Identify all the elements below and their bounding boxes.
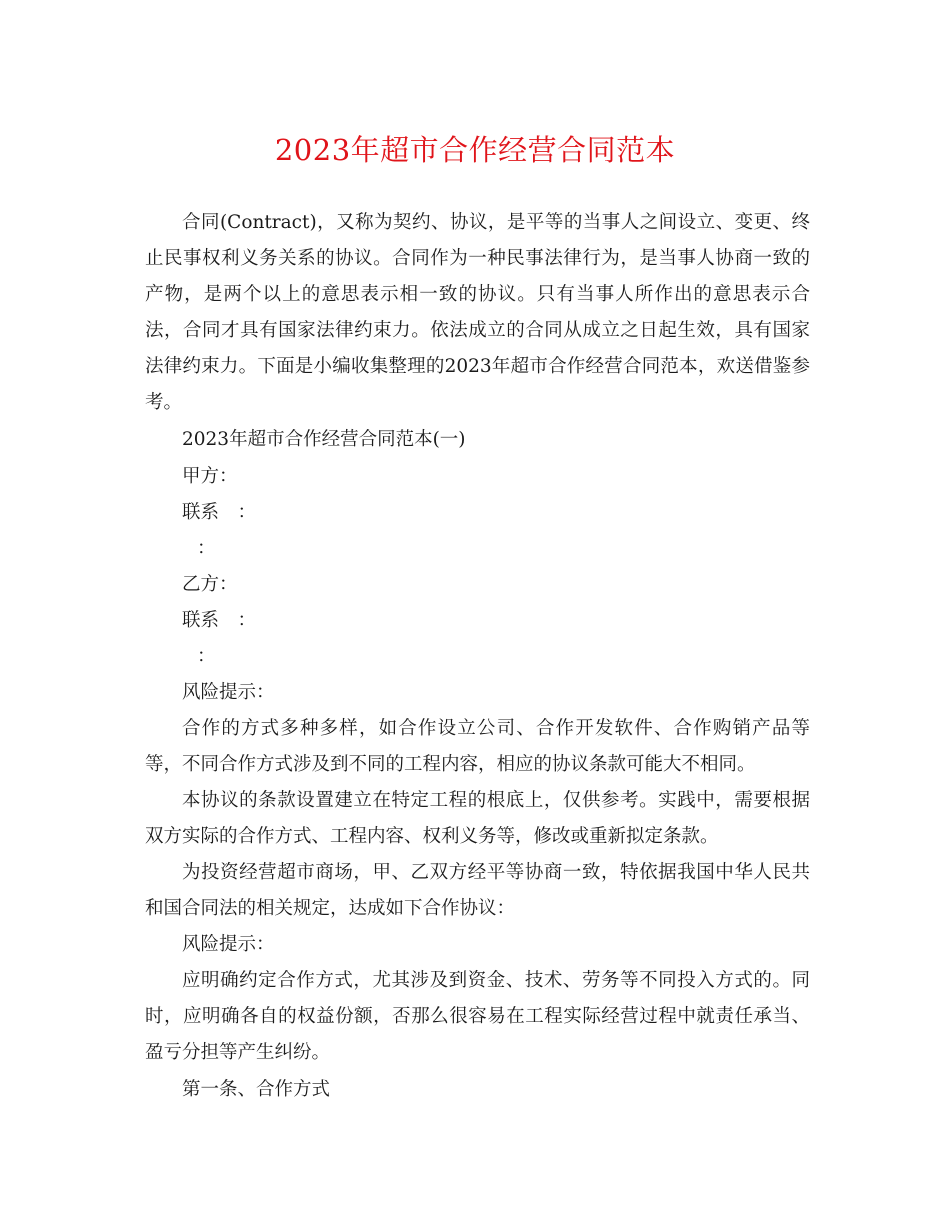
paragraph-cooperation-terms: 应明确约定合作方式，尤其涉及到资金、技术、劳务等不同投入方式的。同时，应明确各自的权益份额，否那么很容易在工程实际经营过程中就责任承当、盈亏分担等产生纠纷。 [145, 970, 810, 1063]
paragraph-cooperation-forms: 合作的方式多种多样，如合作设立公司、合作开发软件、合作购销产品等等，不同合作方式涉及到不同的工程内容，相应的协议条款可能大不相同。 [145, 718, 810, 775]
document-body [145, 205, 810, 1109]
party-a-contact: 联系 ： [182, 502, 257, 523]
risk-label-2: 风险提示： [182, 934, 275, 955]
intro-paragraph: 合同(Contract)，又称为契约、协议，是平等的当事人之间设立、变更、终止民事权利义务关系的协议。合同作为一种民事法律行为，是当事人协商一致的产物，是两个以上的意思表示相一致的协议。只有当事人所作出的意思表示合法，合同才具有国家法律约束力。依法成立的合同从成立之日起生效，具有国家法律约束力。下面是小编收集整理的2023年超市合作经营合同范本，欢送借鉴参考。 [145, 212, 810, 413]
paragraph-reference-note: 本协议的条款设置建立在特定工程的根底上，仅供参考。实践中，需要根据双方实际的合作方式、工程内容、权利义务等，修改或重新拟定条款。 [145, 790, 810, 847]
section-heading: 2023年超市合作经营合同范本(一) [182, 429, 466, 450]
article-1-heading: 第一条、合作方式 [182, 1079, 331, 1100]
paragraph-agreement-basis: 为投资经营超市商场，甲、乙双方经平等协商一致，特依据我国中华人民共和国合同法的相关规定，达成如下合作协议： [145, 862, 810, 919]
party-a-label: 甲方： [182, 466, 238, 487]
party-b-label: 乙方： [182, 574, 238, 595]
party-b-contact-colon: ： [197, 646, 216, 667]
party-b-contact: 联系 ： [182, 610, 257, 631]
risk-label-1: 风险提示： [182, 682, 275, 703]
document-title: 2023年超市合作经营合同范本 [274, 133, 676, 167]
party-a-contact-colon: ： [197, 538, 216, 559]
